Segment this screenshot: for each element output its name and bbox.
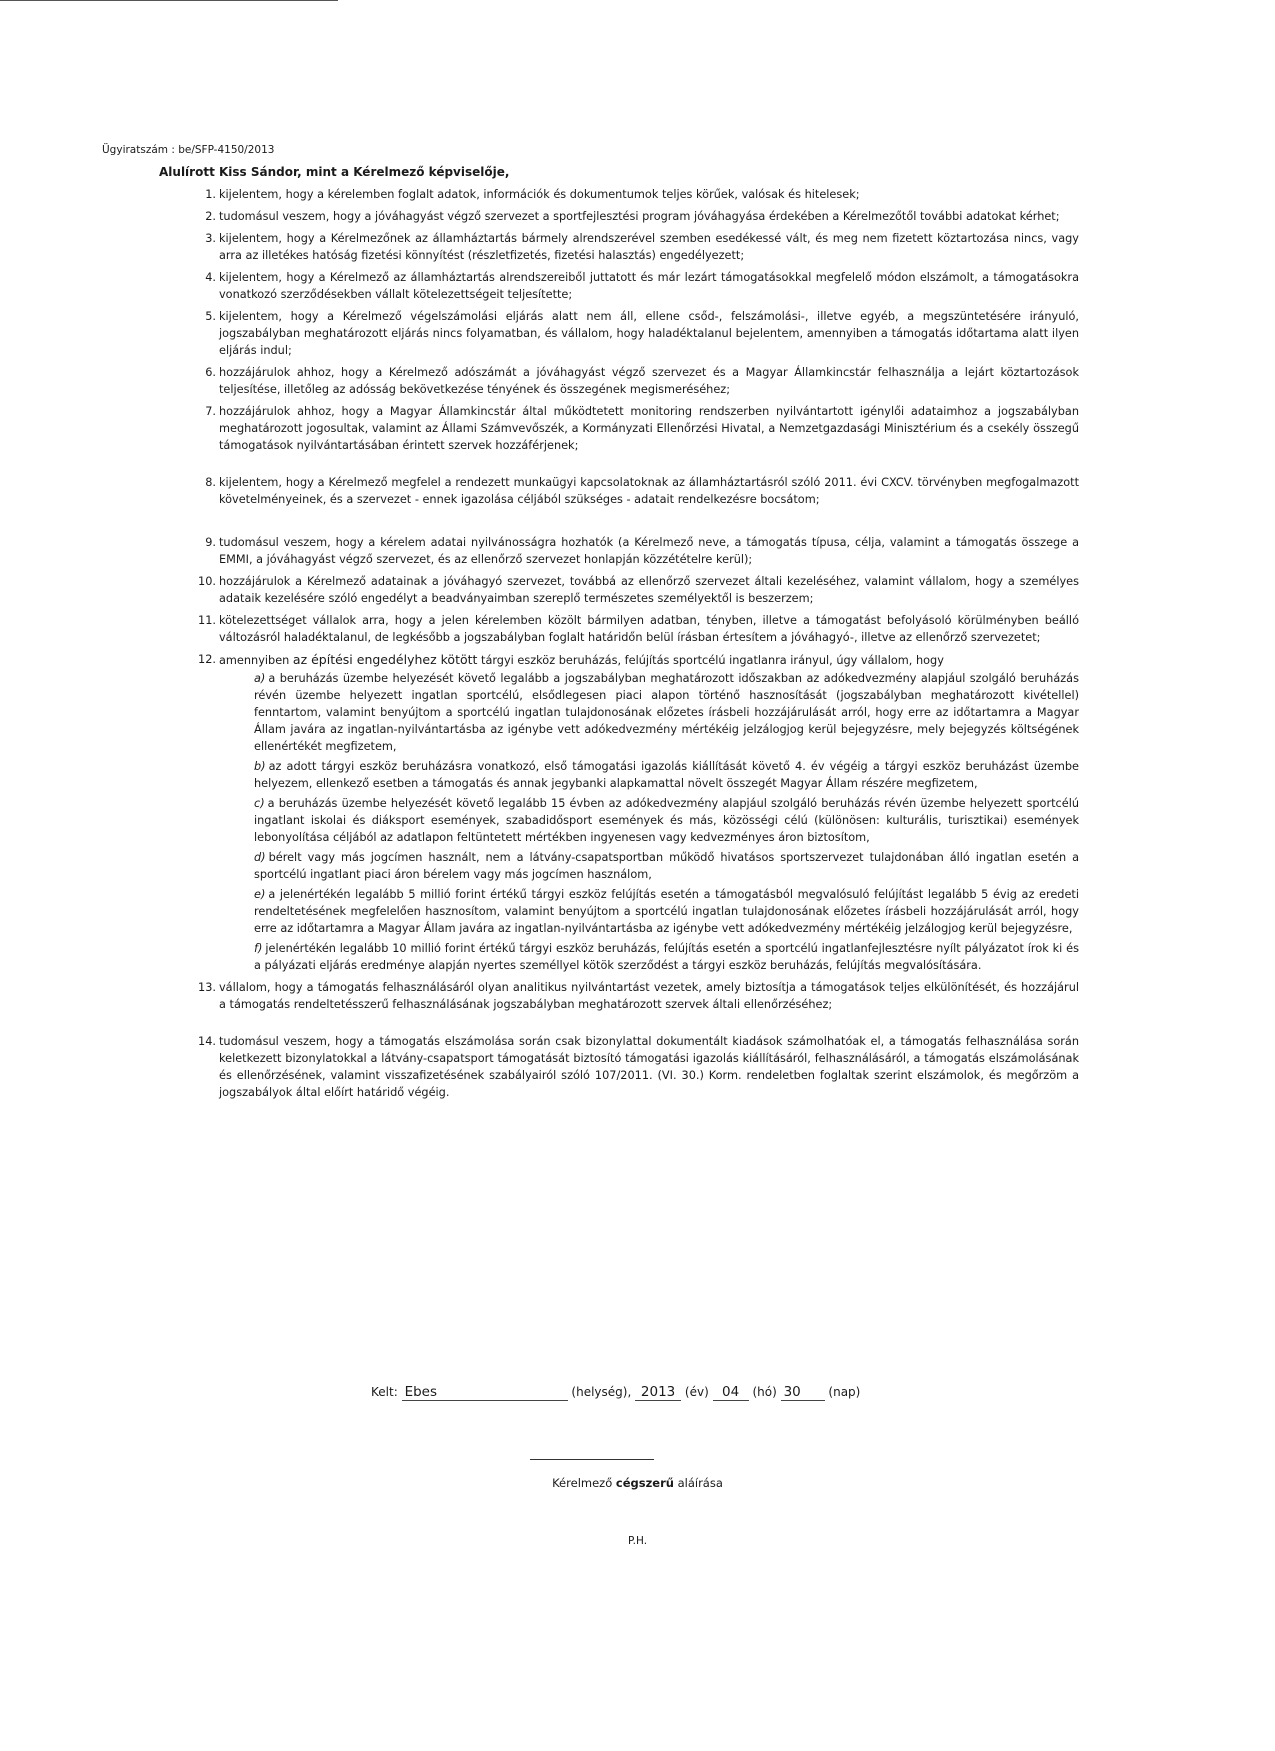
sub-item bbox=[254, 758, 1079, 792]
signature-line bbox=[530, 1459, 654, 1460]
sub-item-letter: d) bbox=[254, 851, 266, 864]
signature-caption bbox=[0, 1476, 1275, 1490]
item-text: hozzájárulok ahhoz, hogy a Kérelmező adószámát a jóváhagyást végző szervezet és a Magyar Államkincstár felhasználja a lejárt köztartozások teljesítése, illetőleg az adósság bekövetkezése tényének és összegének megismeréséhez; bbox=[219, 366, 1079, 396]
item-number: 13. bbox=[198, 981, 216, 994]
declaration-item-construction bbox=[198, 651, 1079, 974]
sub-item-text: a beruházás üzembe helyezését követő legalább 15 évben az adókedvezmény alapjául szolgáló beruházás révén üzembe helyezett sportcélú ingatlant iskolai és diáksport események, szabadidősport események és más, közösségi célú (különösen: kulturális, turisztikai) események lebonyolítása céljából az adatlapon feltüntetett mértékben ingyenesen vagy kedvezményes áron biztosítom, bbox=[254, 797, 1079, 844]
item-number: 11. bbox=[198, 614, 216, 627]
sub-item-text: jelenértékén legalább 10 millió forint értékű tárgyi eszköz beruházás, felújítás esetén a sportcélú ingatlanfejlesztésre nyílt pályázatot írok ki és a pályázati eljárás eredménye alapján nyertes személlyel kötök szerződést a tárgyi eszköz beruházás, felújítás megvalósítására. bbox=[254, 942, 1079, 972]
item-number: 14. bbox=[198, 1035, 216, 1048]
year-field[interactable]: 2013 bbox=[635, 1384, 681, 1401]
item-text: tudomásul veszem, hogy a jóváhagyást végző szervezet a sportfejlesztési program jóváhagyása érdekében a Kérelmezőtől további adatokat kérhet; bbox=[219, 210, 1060, 223]
place-field[interactable]: Ebes bbox=[402, 1384, 568, 1401]
item-number: 12. bbox=[198, 653, 216, 666]
sub-item-text: a jelenértékén legalább 5 millió forint értékű tárgyi eszköz felújítás esetén a támogatásból megvalósuló felújítást legalább 5 évig az eredeti rendeltetésének megfelelően hasznosítom, valamint benyújtom a sportcélú ingatlan tulajdonosának előzetes írásbeli hozzájárulását arról, hogy erre az időtartamra a Magyar Állam javára az ingatlan-nyilvántartásba az igénybe vett adókedvezmény mértékéig jelzálogjog kerül bejegyzésre, bbox=[254, 888, 1079, 935]
signature-caption-pre: Kérelmező bbox=[552, 1476, 616, 1490]
item-number: 8. bbox=[205, 476, 216, 489]
item-text: hozzájárulok a Kérelmező adatainak a jóváhagyó szervezet, továbbá az ellenőrző szervezet általi kezeléséhez, valamint vállalom, hogy a személyes adataik kezelésére szóló engedélyt a beadványaimban szereplő természetes személyektől is beszerzem; bbox=[219, 575, 1079, 605]
declaration-item bbox=[205, 403, 1079, 454]
item-text: kötelezettséget vállalok arra, hogy a jelen kérelemben közölt bármilyen adatban, tényben, illetve a támogatást befolyásoló körülményben beálló változásról haladéktalanul, de legkésőbb a jogszabályban foglalt határidőn belül írásban értesítem a jóváhagyó-, illetve az ellenőrző szervezetet; bbox=[219, 614, 1079, 644]
item-text: vállalom, hogy a támogatás felhasználásáról olyan analitikus nyilvántartást vezetek, amely biztosítja a támogatások teljes elkülönítését, és hozzájárul a támogatás rendeltetésszerű felhasználásának jogszabályban meghatározott szervek általi ellenőrzéséhez; bbox=[219, 981, 1079, 1011]
item-text: hozzájárulok ahhoz, hogy a Magyar Államkincstár által működtetett monitoring rendszerben nyilvántartott igénylői adataimhoz a jogszabályban meghatározott jogosultak, valamint az Állami Számvevőszék, a Kormányzati Ellenőrzési Hivatal, a Nemzetgazdasági Minisztérium és a csekély összegű támogatások nyilvántartásában érintett szervek hozzáférjenek; bbox=[219, 405, 1079, 452]
declarant-intro: Alulírott Kiss Sándor, mint a Kérelmező képviselője, bbox=[159, 165, 510, 179]
sub-item bbox=[254, 795, 1079, 846]
case-number: Ügyiratszám : be/SFP-4150/2013 bbox=[102, 144, 275, 156]
sub-item-letter: a) bbox=[254, 672, 266, 685]
item-number: 4. bbox=[205, 271, 216, 284]
signature-date-row bbox=[371, 1384, 860, 1401]
kelt-label: Kelt: bbox=[371, 1385, 398, 1399]
item-text: amennyiben bbox=[219, 654, 293, 667]
item-text: tudomásul veszem, hogy a támogatás elszámolása során csak bizonylattal dokumentált kiadások számolhatóak el, a támogatás felhasználása során keletkezett bizonylatokkal a látvány-csapatsport támogatását biztosító támogatási igazolás kiállításáról, felhasználásáról, a támogatás elszámolásának és ellenőrzésének, valamint visszafizetésének szabályairól szóló 107/2011. (VI. 30.) Korm. rendeletben foglaltak szerint elszámolok, és megőrzöm a jogszabályok által előírt határidő végéig. bbox=[219, 1035, 1079, 1099]
sub-item-text: a beruházás üzembe helyezését követő legalább a jogszabályban meghatározott időszakban az adókedvezmény alapjául szolgáló beruházás révén üzembe helyezett ingatlan sportcélú, elsődlegesen piaci alapon történő hasznosítását (jogszabályban meghatározott kivétellel) fenntartom, valamint benyújtom a sportcélú ingatlan tulajdonosának előzetes írásbeli hozzájárulását arról, hogy erre az időtartamra a Magyar Állam javára az ingatlan-nyilvántartásba az igénybe vett adókedvezmény mértékéig jelzálogjog kerül bejegyzésre, mely bejegyzés költségének ellenértékét megfizetem, bbox=[254, 672, 1079, 753]
item-number: 1. bbox=[205, 188, 216, 201]
item-number: 7. bbox=[205, 405, 216, 418]
item-number: 5. bbox=[205, 310, 216, 323]
sub-item-text: bérelt vagy más jogcímen használt, nem a látvány-csapatsportban működő hivatásos sportszervezet tulajdonában álló ingatlan esetén a sportcélú ingatlant piaci áron bérelem vagy más jogcímen használom, bbox=[254, 851, 1079, 881]
item-text: kijelentem, hogy a Kérelmező megfelel a rendezett munkaügyi kapcsolatoknak az államháztartásról szóló 2011. évi CXCV. törvényben megfogalmazott követelményeinek, és a szervezet - ennek igazolása céljából szükséges - adatait rendelkezésre bocsátom; bbox=[219, 476, 1079, 506]
item-number: 9. bbox=[205, 536, 216, 549]
sub-item bbox=[254, 849, 1079, 883]
declaration-item bbox=[205, 208, 1079, 225]
item-number: 10. bbox=[198, 575, 216, 588]
day-field[interactable]: 30 bbox=[781, 1384, 825, 1401]
declaration-item bbox=[205, 534, 1079, 568]
sub-item bbox=[254, 670, 1079, 755]
item-text: kijelentem, hogy a kérelemben foglalt adatok, információk és dokumentumok teljes körűek, valósak és hitelesek; bbox=[219, 188, 860, 201]
scan-edge-line bbox=[0, 0, 338, 1]
declaration-item bbox=[205, 230, 1079, 264]
month-label: (hó) bbox=[752, 1385, 777, 1399]
item-number: 2. bbox=[205, 210, 216, 223]
declaration-item bbox=[198, 979, 1079, 1013]
item-text: kijelentem, hogy a Kérelmező az államháztartás alrendszereiből juttatott és már lezárt támogatásokkal megfelelő módon elszámolt, a támogatásokra vonatkozó szerződésekben vállalt kötelezettségeit teljesítette; bbox=[219, 271, 1079, 301]
item-text-emphasis: az építési engedélyhez kötött bbox=[292, 652, 478, 667]
item-number: 6. bbox=[205, 366, 216, 379]
item-text: kijelentem, hogy a Kérelmezőnek az államháztartás bármely alrendszerével szemben esedékessé vált, és meg nem fizetett köztartozása nincs, vagy arra az illetékes hatóság fizetési könnyítést (részletfizetés, fizetési halasztás) engedélyezett; bbox=[219, 232, 1079, 262]
signature-caption-bold: cégszerű bbox=[615, 1476, 674, 1490]
declaration-item bbox=[205, 269, 1079, 303]
year-label: (év) bbox=[684, 1385, 709, 1399]
stamp-placeholder: P.H. bbox=[627, 1535, 648, 1547]
declaration-item bbox=[198, 573, 1079, 607]
declaration-item bbox=[205, 474, 1079, 508]
sub-item-letter: b) bbox=[254, 760, 266, 773]
sub-item-letter: f) bbox=[254, 942, 263, 955]
sub-item-letter: c) bbox=[254, 797, 265, 810]
sub-item bbox=[254, 886, 1079, 937]
item-text: tárgyi eszköz beruházás, felújítás sportcélú ingatlanra irányul, úgy vállalom, hogy bbox=[477, 654, 944, 667]
place-label: (helység), bbox=[571, 1385, 632, 1399]
declaration-item bbox=[198, 612, 1079, 646]
sub-item-text: az adott tárgyi eszköz beruházásra vonatkozó, első támogatási igazolás kiállítását követő 4. év végéig a tárgyi eszköz beruházást üzembe helyezem, ellenkező esetben a támogatás és annak jegybanki alapkamattal növelt összegét Magyar Állam részére megfizetem, bbox=[254, 760, 1079, 790]
declaration-item bbox=[205, 364, 1079, 398]
declaration-list bbox=[0, 186, 1275, 1106]
construction-sub-list bbox=[219, 670, 1079, 974]
item-number: 3. bbox=[205, 232, 216, 245]
item-text: tudomásul veszem, hogy a kérelem adatai nyilvánosságra hozhatók (a Kérelmező neve, a támogatás típusa, célja, valamint a támogatás összege a EMMI, a jóváhagyást végző szervezet, és az ellenőrző szervezet honlapján közzétételre kerül); bbox=[219, 536, 1079, 566]
sub-item bbox=[254, 940, 1079, 974]
sub-item-letter: e) bbox=[254, 888, 266, 901]
day-label: (nap) bbox=[828, 1385, 861, 1399]
declaration-item bbox=[198, 1033, 1079, 1101]
declaration-item bbox=[205, 308, 1079, 359]
declaration-item bbox=[205, 186, 1079, 203]
signature-caption-post: aláírása bbox=[673, 1476, 723, 1490]
item-text: kijelentem, hogy a Kérelmező végelszámolási eljárás alatt nem áll, ellene csőd-, felszámolási-, illetve egyéb, a megszüntetésére irányuló, jogszabályban meghatározott eljárás nincs folyamatban, és vállalom, hogy haladéktalanul bejelentem, amennyiben a támogatás időtartama alatt ilyen eljárás indul; bbox=[219, 310, 1079, 357]
month-field[interactable]: 04 bbox=[713, 1384, 749, 1401]
